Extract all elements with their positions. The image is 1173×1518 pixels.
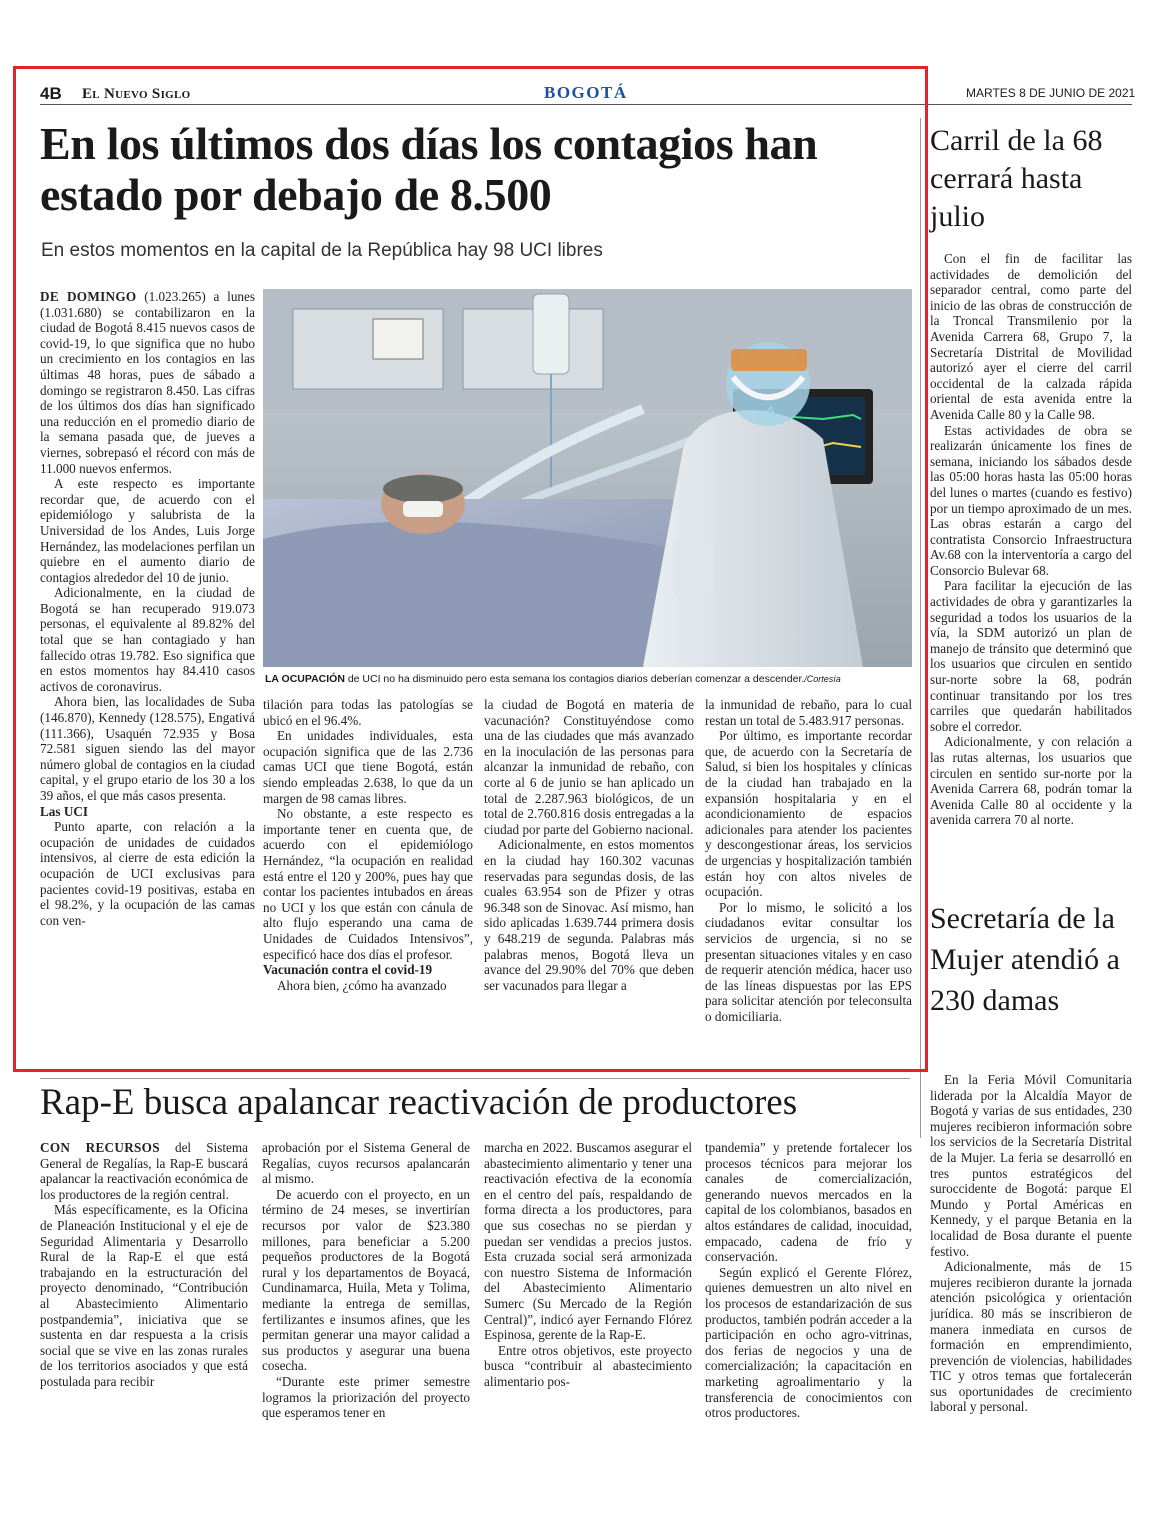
- paragraph: Según explicó el Gerente Flórez, quienes demuestren un alto nivel en los procesos de estandarización de sus productos, también podrán acceder a la participación en ocho agro-vitrinas, dos ferias de negocios y una de comercialización; la capacitación en marketing agroalimentario y la transferencia de conocimientos con otros productores.: [705, 1264, 912, 1421]
- paragraph: Adicionalmente, más de 15 mujeres recibieron durante la jornada atención psicológica y orientación jurídica. 80 más se inscribieron de manera inmediata en cursos de formación en emprendimiento, prevención de violencias, habilidades TIC y otros temas que fortalecerán sus oportunidades de crecimiento laboral y personal.: [930, 1259, 1132, 1415]
- paragraph: Adicionalmente, y con relación a las rutas alternas, los usuarios que circulen en sentido sur-norte por la Avenida Carrera 68, podrán tomar la Avenida Calle 80 al occidente y la avenida carrera 70 al norte.: [930, 734, 1132, 828]
- sidebar-rule: [920, 118, 921, 1138]
- main-column-3: [484, 697, 694, 1052]
- issue-date: MARTES 8 DE JUNIO DE 2021: [966, 86, 1136, 100]
- paragraph: Por último, es importante recordar que, de acuerdo con la Secretaría de Salud, si bien los hospitales y clínicas de la ciudad han trabajado en la expansión hospitalaria y en el acondicionamiento de espacios adicionales para atender los pacientes y descongestionar áreas, los servicios de urgencias y hospitalización también están hoy con altos niveles de ocupación.: [705, 728, 912, 900]
- paragraph: No obstante, a este respecto es importante tener en cuenta que, de acuerdo con el epidemiólogo Hernández, “la ocupación en realidad está entre el 120 y 200%, pues hay que contar los pacientes intubados en áreas no UCI y los que están con cánula de alto flujo esperando una cama de Unidades de Cuidados Intensivos”, especificó hace dos días el profesor.: [263, 806, 473, 962]
- sidebar-story-2: [930, 1072, 1132, 1467]
- paragraph: Entre otros objetivos, este proyecto busca “contribuir al abastecimiento alimentario pos-: [484, 1342, 692, 1389]
- page-number: 4B: [40, 84, 62, 103]
- main-column-4: [705, 697, 912, 1052]
- paragraph: Con el fin de facilitar las actividades de demolición del separador central, como parte del inicio de las obras de construcción de la Troncal Transmilenio por la Avenida Carrera 68, Grupo 7, la Secretaría Distrital de Movilidad autorizó ayer el cierre del carril occidental de la calzada rápida oriental de esta avenida entre la Avenida Calle 80 y la Calle 98.: [930, 251, 1132, 422]
- rap-column-3: [484, 1140, 692, 1470]
- section-name: BOGOTÁ: [544, 83, 628, 102]
- paragraph: la inmunidad de rebaño, para lo cual restan un total de 5.483.917 personas.: [705, 697, 912, 728]
- paragraph: tpandemia” y pretende fortalecer los procesos técnicos para mejorar los canales de comercialización, generando nuevos mercados en la capital de los colombianos, basados en altos estándares de calidad, inocuidad, empacado, cadena de frío y conservación.: [705, 1140, 912, 1265]
- newspaper-name: El Nuevo Siglo: [82, 86, 191, 102]
- header-rule: [40, 104, 1132, 105]
- rap-headline: Rap-E busca apalancar reactivación de productores: [40, 1082, 798, 1123]
- main-deck: En estos momentos en la capital de la República hay 98 UCI libres: [41, 240, 603, 261]
- paragraph: Más específicamente, es la Oficina de Planeación Institucional y el eje de Seguridad Alimentaria y Desarrollo Rural de la Rap-E el que está trabajando en la estructuración del proyecto denominado, “Contribución al Abastecimiento Alimentario postpandemia”, iniciativa que se sustenta en dar respuesta a la crisis social que se vive en las zonas rurales de los territorios asociados y que está postulada para recibir: [40, 1202, 248, 1389]
- main-column-1: [40, 289, 255, 1049]
- subheading: Vacunación contra el covid-19: [263, 962, 433, 978]
- caption-lead: LA OCUPACIÓN: [265, 673, 345, 685]
- paragraph: Punto aparte, con relación a la ocupación de unidades de cuidados intensivos, al cierre de esta edición la ocupación de UCI exclusivas para pacientes covid-19 positivas, estaba en el 98.2%, y la ocupación de las camas con ven-: [40, 819, 255, 928]
- paragraph: “Durante este primer semestre logramos la priorización del proyecto que esperamos tener en: [262, 1373, 470, 1421]
- caption-text: de UCI no ha disminuido pero esta semana los contagios diarios deberían comenzar a descender.: [344, 673, 805, 685]
- sidebar-headline-1: Carril de la 68 cerrará hasta julio: [930, 124, 1103, 233]
- paragraph: tilación para todas las patologías se ubicó en el 96.4%.: [263, 697, 473, 728]
- paragraph: (1.023.265) a lunes (1.031.680) se contabilizaron en la ciudad de Bogotá 8.415 nuevos casos de covid-19, lo que significa que no hubo un crecimiento en los contagios en las últimas 48 horas, pues de sábado a domingo se registraron 8.450. Las cifras de los últimos dos días han significado una reducción en el promedio diario de la semana pasada que, de jueves a viernes, sobrepasó el récord con más de 11.000 nuevos enfermos.: [40, 289, 255, 476]
- paragraph: aprobación por el Sistema General de Regalías, cuyos recursos apalancarán al mismo.: [262, 1140, 470, 1187]
- caption-credit: /Cortesía: [804, 674, 841, 684]
- paragraph: Por lo mismo, le solicitó a los ciudadanos evitar consultar los servicios de urgencia, si no se presentan situaciones vitales y en caso de requerir atención médica, hacer uso de las líneas dispuestas por las EPS para solicitar atención por teleconsulta o domiciliaria.: [705, 899, 912, 1024]
- lead-words: DE DOMINGO: [40, 289, 137, 304]
- rap-column-2: [262, 1140, 470, 1470]
- rap-column-4: [705, 1140, 912, 1470]
- paragraph: En unidades individuales, esta ocupación significa que de las 2.736 camas UCI que tiene Bogotá, están siendo empleadas 2.638, lo que da un margen de 98 camas libres.: [263, 728, 473, 806]
- paragraph: Estas actividades de obra se realizarán únicamente los fines de semana, iniciando los sábados desde las 05:00 horas hasta las 05:00 horas del lunes o martes (cuando es festivo) por un tiempo aproximado de un mes. Las obras estarán a cargo del contratista Consorcio Infraestructura Av.68 con la interventoría a cargo del Consorcio Bulevar 68.: [930, 422, 1132, 578]
- paragraph: En la Feria Móvil Comunitaria liderada por la Alcaldía Mayor de Bogotá y varias de sus entidades, 230 mujeres recibieron información sobre los servicios de la Secretaría Distrital de la Mujer. La feria se desarrolló en tres puntos estratégicos del suroccidente de Bogotá: parque El Mundo y Portal Américas en Kennedy, y el parque Betania en la localidad de Bosa durante el puente festivo.: [930, 1072, 1132, 1259]
- paragraph: Ahora bien, ¿cómo ha avanzado: [277, 977, 447, 993]
- lead-words: CON RECURSOS: [40, 1140, 160, 1155]
- main-headline: En los últimos dos días los contagios han estado por debajo de 8.500: [40, 118, 818, 220]
- paragraph: A este respecto es importante recordar que, de acuerdo con el epidemiólogo y salubrista de la Universidad de los Andes, Luis Jorge Hernández, las modelaciones perfilan un quiebre en el aumento diario de contagios alrededor del 10 de junio.: [40, 476, 255, 585]
- sidebar-story-1: [930, 251, 1132, 891]
- icu-photo: [263, 289, 912, 667]
- paragraph: Para facilitar la ejecución de las actividades de obra y garantizarles la seguridad a todos los usuarios de la vía, la SDM autorizó un plan de manejo de tránsito que determinó que los usuarios que circulen en sentido sur-norte sobre la 68, podrán continuar transitando por los tres carriles que quedarán habilitados sobre el corredor.: [930, 578, 1132, 734]
- paragraph: la ciudad de Bogotá en materia de vacunación? Constituyéndose como una de las ciudades que más avanzado en la inoculación de las personas para alcanzar la inmunidad de rebaño, con corte al 6 de junio se han aplicado un total de 2.287.963 biológicos, de un total de 2.760.816 dosis entregadas a la ciudad por parte del Gobierno nacional.: [484, 697, 694, 837]
- photo-caption: [265, 673, 915, 685]
- paragraph: Adicionalmente, en estos momentos en la ciudad hay 160.302 vacunas reservadas para segundas dosis, de las cuales 63.954 son de Pfizer y otras 96.348 son de Sinovac. Así mismo, han sido aplicadas 1.639.744 primera dosis y 648.219 de segunda. Palabras más palabras menos, Bogotá lleva un avance del 29.90% del 70% que deben ser vacunados para llegar a: [484, 837, 694, 993]
- paragraph: marcha en 2022. Buscamos asegurar el abastecimiento alimentario y tener una reactivación efectiva de la economía en el centro del país, respaldando de forma directa a los productores, para que sus cosechas no se pierdan y puedan ser vendidas a precios justos. Esta cruzada social será armonizada con nuestro Sistema de Información del Abastecimiento Alimentario Sumerc (Su Mercado de la Región Central)”, indicó ayer Fernando Flórez Espinosa, gerente de la Rap-E.: [484, 1140, 692, 1343]
- paragraph: De acuerdo con el proyecto, en un término de 24 meses, se invertirían recursos por valor de $23.380 millones, para beneficiar a 5.200 pequeños productores de la Bogotá rural y los departamentos de Boyacá, Cundinamarca, Huila, Meta y Tolima, mediante la entrega de semillas, fertilizantes e insumos afines, que les permitan generar una mayor calidad a sus productos y asegurar una buena cosecha.: [262, 1186, 470, 1374]
- paragraph: Ahora bien, las localidades de Suba (146.870), Kennedy (128.575), Engativá (111.366), Usaquén 72.935 y Bosa 72.581 siguen siendo las del mayor número global de contagios en la ciudad capital, y el grupo etario de los 30 a los 39 años, el que más casos presenta.: [40, 694, 255, 803]
- subheading: Las UCI: [40, 803, 88, 819]
- sidebar-headline-2: Secretaría de la Mujer atendió a 230 damas: [930, 902, 1120, 1017]
- main-column-2: [263, 697, 473, 1052]
- paragraph: Adicionalmente, en la ciudad de Bogotá se han recuperado 919.073 personas, el equivalente al 89.82% del total que se han contagiado y han fallecido otras 19.782. Eso significa que en estos momentos hay 84.410 casos activos de coronavirus.: [40, 585, 255, 694]
- paragraph: del Sistema General de Regalías, la Rap-E buscará apalancar la reactivación económica de los productores de la región central.: [40, 1140, 248, 1202]
- rap-column-1: [40, 1140, 248, 1470]
- article-divider: [40, 1078, 910, 1079]
